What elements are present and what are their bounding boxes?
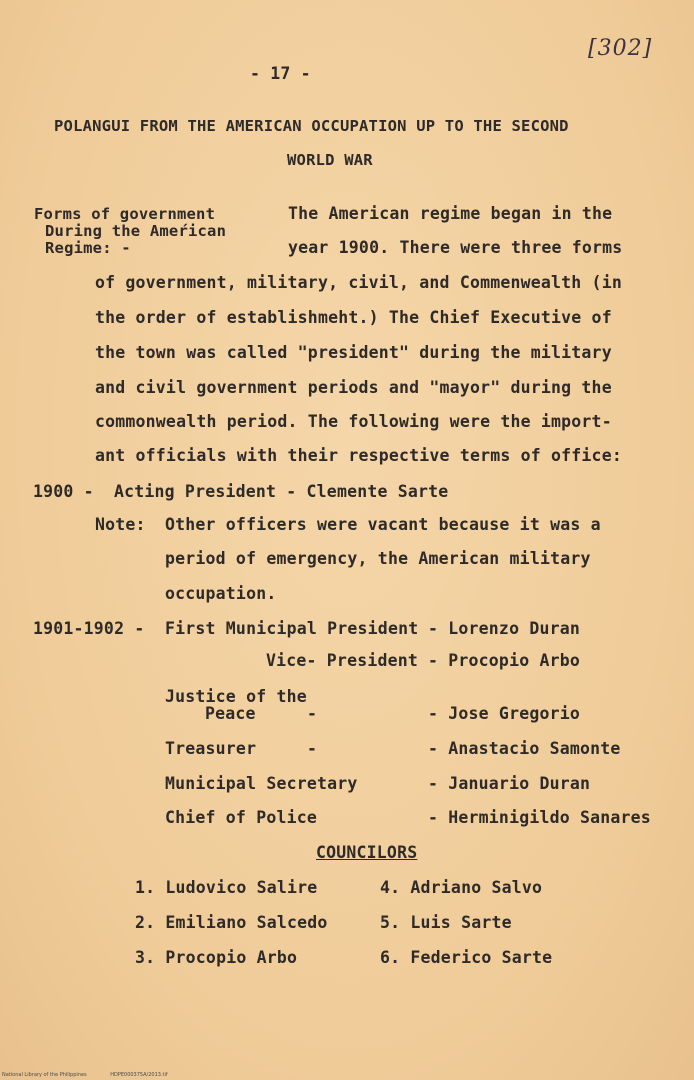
office-row: Municipal Secretary: [165, 774, 358, 793]
official-name: - Januario Duran: [428, 774, 591, 793]
office-row: Treasurer: [165, 739, 257, 758]
official-name: - Anastacio Samonte: [428, 739, 621, 758]
councilor-item: 4. Adriano Salvo: [380, 878, 543, 897]
title-line-2: WORLD WAR: [287, 151, 373, 169]
note-line-1: Other officers were vacant because it was a: [165, 515, 601, 534]
entry-1901-years: 1901-1902 -: [33, 619, 145, 638]
councilor-item: 6. Federico Sarte: [380, 948, 553, 967]
official-name: - Lorenzo Duran: [428, 619, 581, 638]
note-line-3: occupation.: [165, 584, 277, 603]
official-name: - Herminigildo Sanares: [428, 808, 651, 827]
page-number: - 17 -: [250, 64, 311, 83]
scan-footer: [2, 1072, 190, 1078]
paragraph-line-6: and civil government periods and "mayor" during the: [95, 378, 612, 397]
office-row-continued: Peace: [205, 704, 256, 723]
paragraph-line-5: the town was called "president" during the military: [95, 343, 612, 362]
councilors-heading: COUNCILORS: [316, 843, 418, 862]
office-row: Vice- President: [266, 651, 419, 670]
footer-code: HDPE000375A/2013.tif: [110, 1072, 168, 1078]
sidenote-line-2: During the Ameŕican: [45, 222, 227, 240]
footer-library: National Library of the Philippines: [2, 1072, 87, 1078]
handwritten-page-note: [302]: [588, 36, 653, 61]
office-dash: -: [307, 704, 318, 723]
paragraph-line-1: The American regime began in the: [288, 204, 613, 223]
note-label: Note:: [95, 515, 146, 534]
paragraph-line-8: ant officials with their respective terms of office:: [95, 446, 622, 465]
entry-1900-text: Acting President - Clemente Sarte: [114, 482, 449, 501]
councilor-item: 1. Ludovico Salire: [135, 878, 318, 897]
office-row: Justice of the: [165, 687, 307, 706]
title-line-1: POLANGUI FROM THE AMERICAN OCCUPATION UP TO THE SECOND: [54, 117, 569, 135]
paragraph-line-2: year 1900. There were three forms: [288, 238, 623, 257]
office-dash: -: [307, 739, 318, 758]
paragraph-line-7: commonwealth period. The following were the import-: [95, 412, 612, 431]
office-row: Chief of Police: [165, 808, 318, 827]
entry-1900-years: 1900 -: [33, 482, 94, 501]
sidenote-line-3: Regime: -: [45, 239, 131, 257]
councilor-item: 3. Procopio Arbo: [135, 948, 298, 967]
official-name: - Jose Gregorio: [428, 704, 581, 723]
paragraph-line-3: of government, military, civil, and Commenwealth (in: [95, 273, 622, 292]
official-name: - Procopio Arbo: [428, 651, 581, 670]
note-line-2: period of emergency, the American military: [165, 549, 591, 568]
councilor-item: 5. Luis Sarte: [380, 913, 512, 932]
councilor-item: 2. Emiliano Salcedo: [135, 913, 328, 932]
sidenote-line-1: Forms of government: [34, 205, 216, 223]
paragraph-line-4: the order of establishmeht.) The Chief Executive of: [95, 308, 612, 327]
office-row: First Municipal President: [165, 619, 419, 638]
